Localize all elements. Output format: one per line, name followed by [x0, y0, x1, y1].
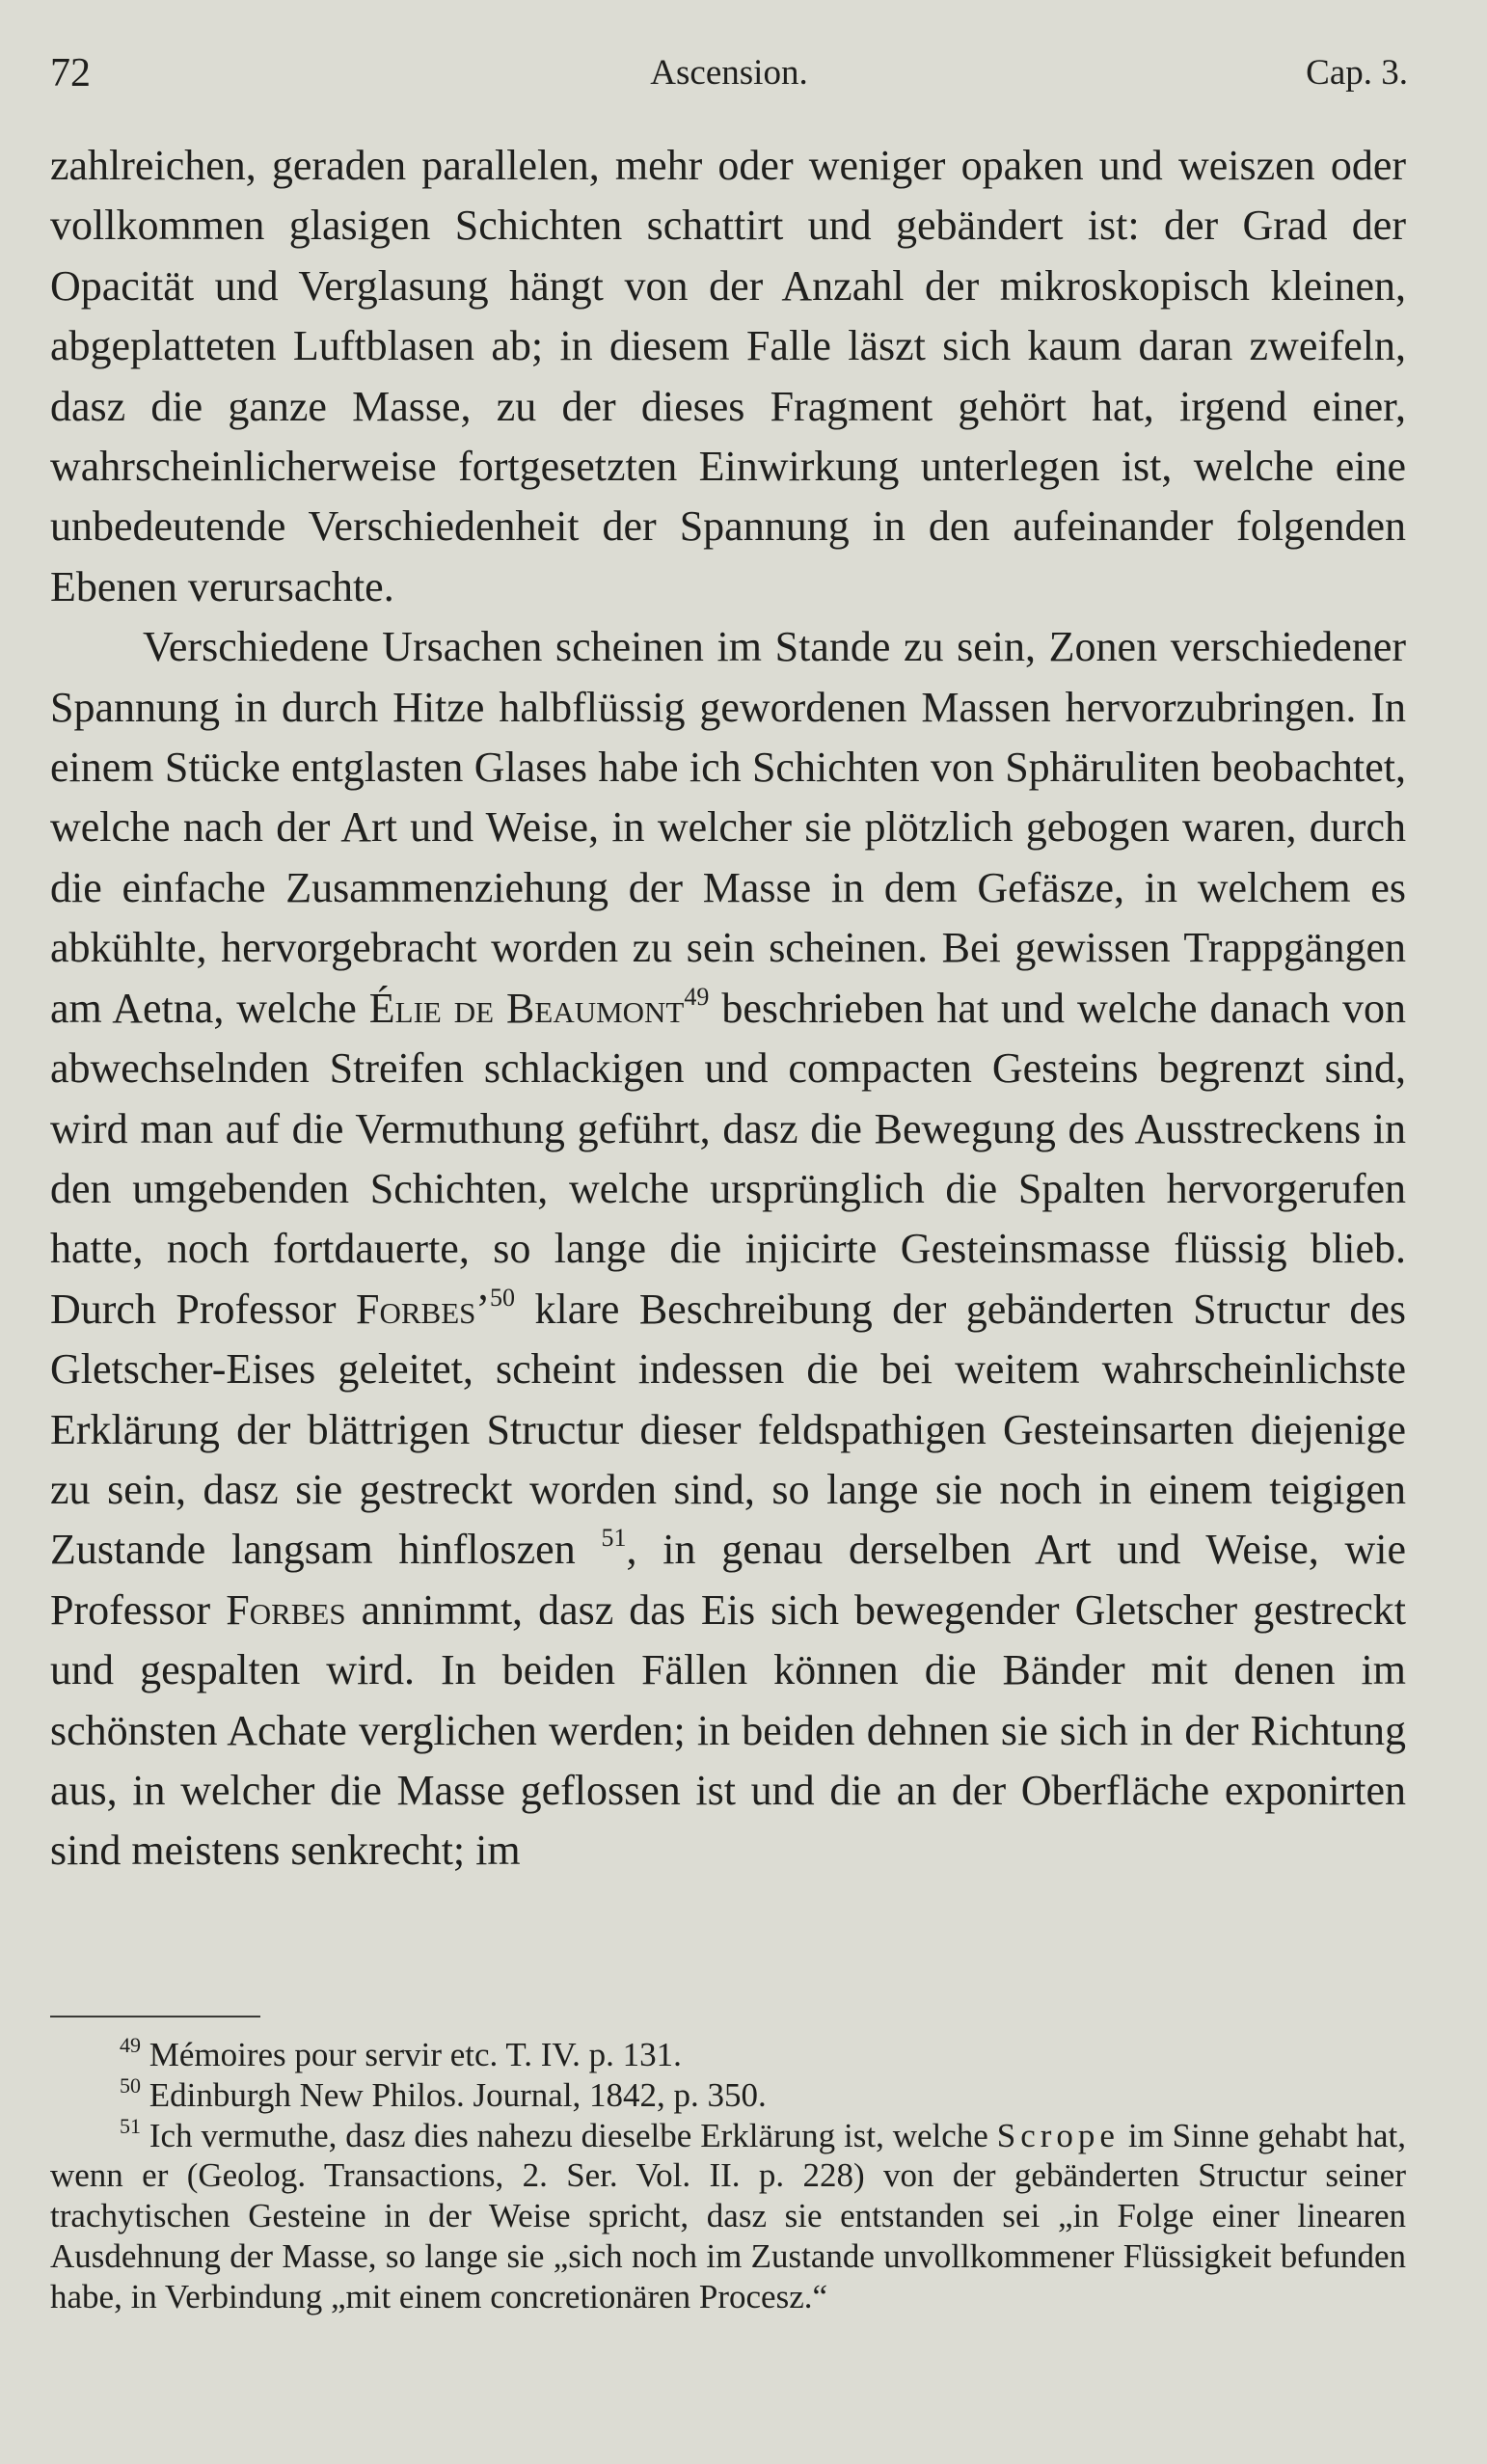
footnote-51-text-b: im Sinne gehabt hat, wenn er (Geolog. Transactions, 2. Ser. Vol. II. p. 228) von der gebänderten Structur seiner trachytischen Gesteine in der Weise spricht, dasz sie entstanden sei „in Folge einer linearen Ausdehnung der Masse, so lange sie „sich noch im Zustande unvollkommener Flüssigkeit befunden habe, in Verbindung „mit einem concretionären Procesz.“ — [50, 2116, 1406, 2315]
paragraph-2-part-e: annimmt, dasz das Eis sich bewegender Gletscher gestreckt und gespalten wird. In beiden Fällen können die Bänder mit denen im schönsten Achate verglichen werden; in beiden dehnen sie sich in der Richtung aus, in welcher die Masse geflossen ist und die an der Oberfläche exponirten sind meistens senkrecht; im — [50, 1585, 1407, 1875]
page-number: 72 — [50, 51, 91, 95]
footnotes — [50, 2035, 1406, 2317]
footnote-49-number: 49 — [120, 2033, 141, 2057]
main-text — [50, 136, 1406, 1882]
paragraph-2 — [50, 617, 1406, 1882]
footnote-51-text-a: Ich vermuthe, dasz dies nahezu dieselbe Erklärung ist, welche — [149, 2116, 988, 2154]
paragraph-2-part-b: beschrieben hat und welche danach von abwechselnden Streifen schlackigen und compacten Gesteins begrenzt sind, wird man auf die Vermuthung geführt, dasz die Bewegung des Ausstreckens in den umgebenden Schichten, welche ursprünglich die Spalten hervorgerufen hatte, noch fortdauerte, so lange die injicirte Gesteinsmasse flüssig blieb. Durch Professor — [50, 984, 1407, 1333]
footnote-50-number: 50 — [120, 2072, 141, 2098]
author-name-elie-de-beaumont: Élie de Beaumont — [368, 984, 685, 1032]
author-name-forbes-2: Forbes — [226, 1585, 346, 1634]
running-header — [50, 44, 1408, 102]
running-title: Ascension. — [650, 53, 808, 93]
footnote-51-number: 51 — [120, 2113, 141, 2138]
footnote-50 — [50, 2072, 1406, 2116]
chapter-label: Cap. 3. — [1306, 53, 1408, 93]
footnote-ref-49[interactable]: 49 — [684, 982, 710, 1011]
footnote-ref-51[interactable]: 51 — [601, 1524, 627, 1553]
apostrophe: ’ — [475, 1285, 491, 1333]
footnote-separator — [50, 2016, 260, 2017]
footnote-49-text: Mémoires pour servir etc. T. IV. p. 131. — [149, 2036, 682, 2073]
author-name-forbes: Forbes — [356, 1285, 476, 1333]
footnote-50-text: Edinburgh New Philos. Journal, 1842, p. 350. — [149, 2075, 767, 2114]
paragraph-1: zahlreichen, geraden parallelen, mehr oder weniger opaken und weiszen oder vollkommen glasigen Schichten schattirt und gebändert ist: der Grad der Opacität und Verglasung hängt von der Anzahl der mikroskopisch kleinen, abgeplatteten Luftblasen ab; in diesem Falle läszt sich kaum daran zweifeln, dasz die ganze Masse, zu der dieses Fragment gehört hat, irgend einer, wahrscheinlicherweise fortgesetzten Einwirkung unterlegen ist, welche eine unbedeutende Verschiedenheit der Spannung in den aufeinander folgenden Ebenen verursachte. — [50, 142, 1406, 610]
author-name-scrope: Scrope — [996, 2116, 1120, 2154]
paragraph-2-part-d: , in genau derselben Art und Weise, wie Professor — [50, 1526, 1407, 1634]
footnote-51 — [50, 2113, 1406, 2317]
paragraph-2-part-c: klare Beschreibung der gebänderten Structur des Gletscher-Eises geleitet, scheint indessen die bei weitem wahrscheinlichste Erklärung der blättrigen Structur dieser feldspathigen Gesteinsarten diejenige zu sein, dasz sie gestreckt worden sind, so lange sie noch in einem teigigen Zustande langsam hinfloszen — [50, 1285, 1407, 1574]
footnote-49 — [50, 2035, 1406, 2075]
paragraph-2-part-a: Verschiedene Ursachen scheinen im Stande zu sein, Zonen verschiedener Spannung in durch Hitze halbflüssig gewordenen Massen hervorzubringen. In einem Stücke entglasten Glases habe ich Schichten von Sphäruliten beobachtet, welche nach der Art und Weise, in welcher sie plötzlich gebogen waren, durch die einfache Zusammenziehung der Masse in dem Gefäsze, in welchem es abkühlte, hervorgebracht worden zu sein scheinen. Bei gewissen Trappgängen am Aetna, welche — [50, 623, 1406, 1032]
footnote-ref-50[interactable]: 50 — [490, 1283, 516, 1312]
